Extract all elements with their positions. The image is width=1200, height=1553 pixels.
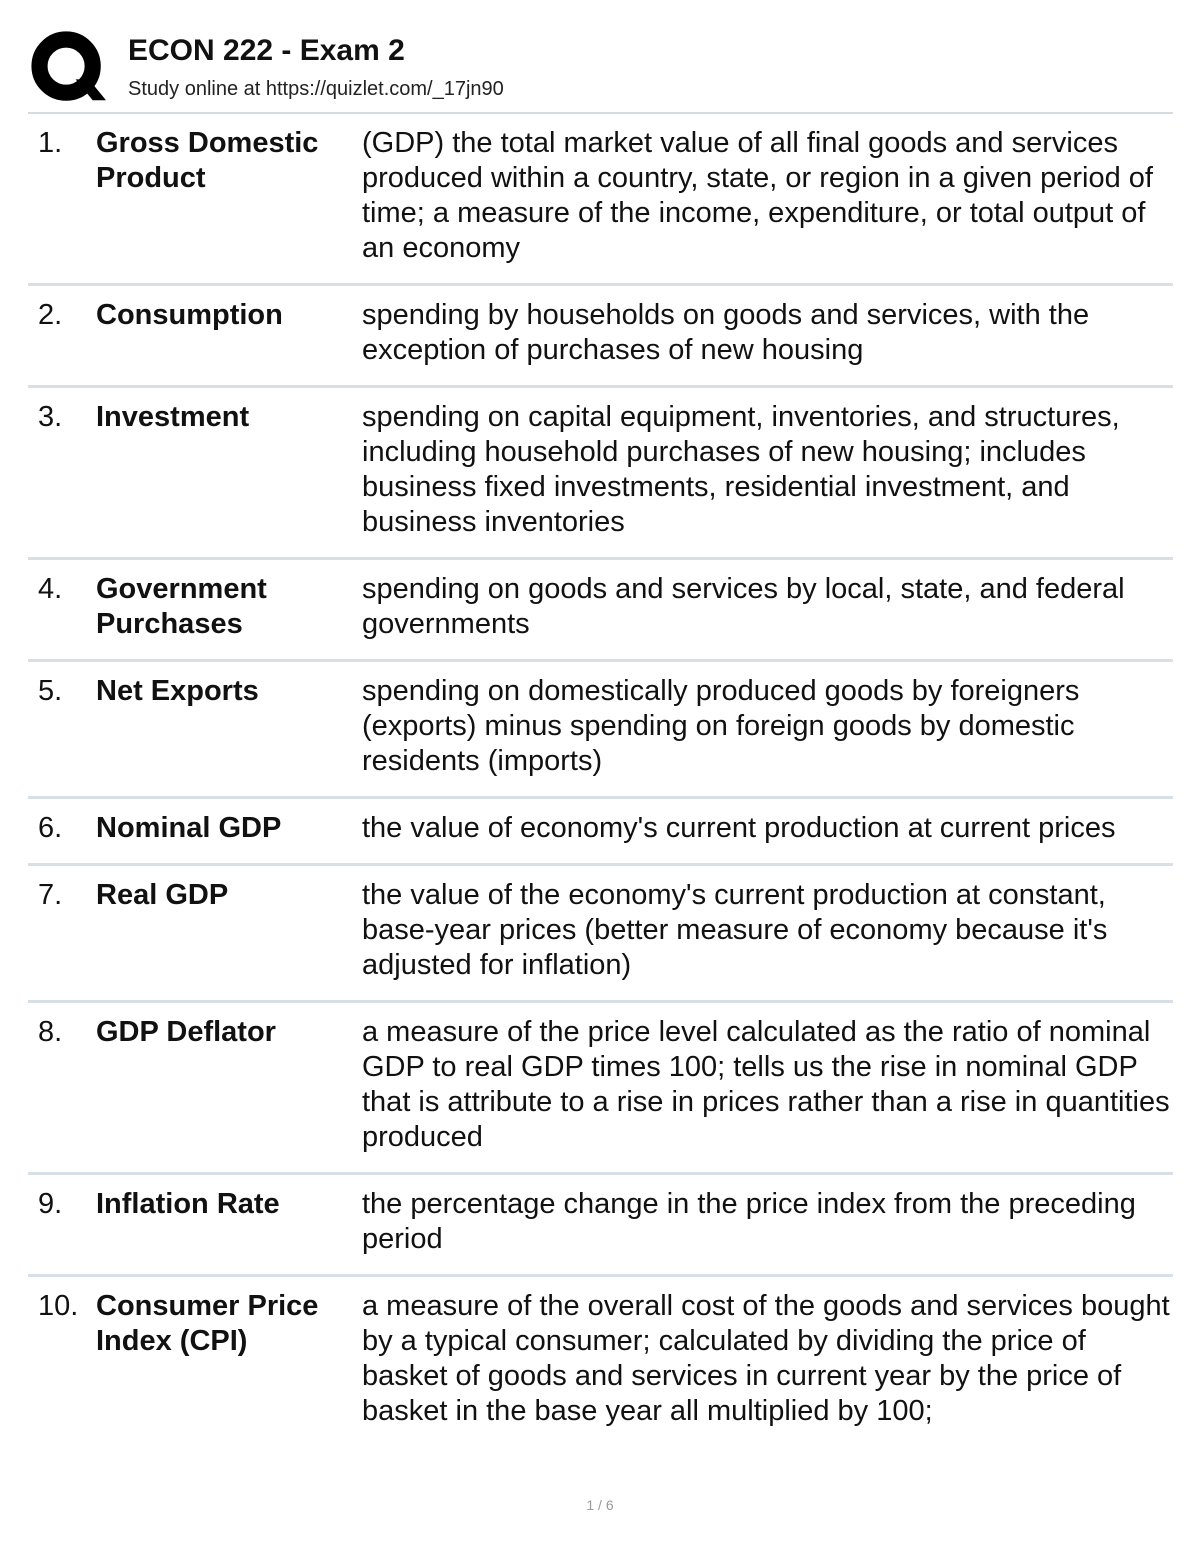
page-title: ECON 222 - Exam 2	[128, 34, 405, 67]
card-number: 7.	[38, 879, 63, 911]
card-number: 2.	[38, 299, 63, 331]
card-number: 10.	[38, 1290, 79, 1322]
card-row	[28, 662, 1173, 799]
card-row	[28, 286, 1173, 388]
page-number: 1 / 6	[586, 1497, 614, 1513]
card-term: Consumption	[96, 299, 283, 331]
study-link[interactable]: Study online at https://quizlet.com/_17jn90	[128, 78, 504, 100]
card-row	[28, 1277, 1173, 1446]
card-row	[28, 388, 1173, 560]
card-definition: spending by households on goods and services, with the exception of purchases of new housing	[362, 299, 1090, 366]
card-definition: the value of the economy's current production at constant, base-year prices (better measure of economy because it's adjusted for inflation)	[362, 879, 1108, 981]
card-definition: a measure of the price level calculated as the ratio of nominal GDP to real GDP times 100; tells us the rise in nominal GDP that is attribute to a rise in prices rather than a rise in quantities produced	[362, 1016, 1170, 1153]
flashcard-list	[28, 114, 1173, 1446]
card-number: 4.	[38, 573, 63, 605]
card-term: Gross Domestic Product	[96, 127, 319, 194]
card-row	[28, 1003, 1173, 1175]
quizlet-logo-icon	[30, 30, 106, 106]
card-definition: spending on domestically produced goods by foreigners (exports) minus spending on foreign goods by domestic residents (imports)	[362, 675, 1080, 777]
card-definition: a measure of the overall cost of the goods and services bought by a typical consumer; calculated by dividing the price of basket of goods and services in current year by the price of basket in the base year all multiplied by 100;	[362, 1290, 1170, 1427]
card-term: Inflation Rate	[96, 1188, 280, 1220]
card-row	[28, 560, 1173, 662]
card-term: Net Exports	[96, 675, 259, 707]
card-definition: (GDP) the total market value of all final goods and services produced within a country, state, or region in a given period of time; a measure of the income, expenditure, or total output of an economy	[362, 127, 1153, 264]
card-row	[28, 799, 1173, 866]
card-definition: spending on capital equipment, inventories, and structures, including household purchases of new housing; includes business fixed investments, residential investment, and business inventories	[362, 401, 1120, 538]
card-term: GDP Deflator	[96, 1016, 276, 1048]
card-definition: spending on goods and services by local, state, and federal governments	[362, 573, 1125, 640]
header	[28, 28, 1178, 112]
card-row	[28, 1175, 1173, 1277]
card-number: 6.	[38, 812, 63, 844]
card-definition: the value of economy's current production at current prices	[362, 812, 1116, 844]
card-definition: the percentage change in the price index from the preceding period	[362, 1188, 1136, 1255]
card-number: 1.	[38, 127, 63, 159]
card-number: 9.	[38, 1188, 63, 1220]
card-number: 5.	[38, 675, 63, 707]
card-term: Consumer Price Index (CPI)	[96, 1290, 319, 1357]
card-term: Investment	[96, 401, 250, 433]
card-row	[28, 114, 1173, 286]
card-number: 3.	[38, 401, 63, 433]
card-number: 8.	[38, 1016, 63, 1048]
card-term: Government Purchases	[96, 573, 267, 640]
card-term: Real GDP	[96, 879, 229, 911]
card-row	[28, 866, 1173, 1003]
card-term: Nominal GDP	[96, 812, 282, 844]
